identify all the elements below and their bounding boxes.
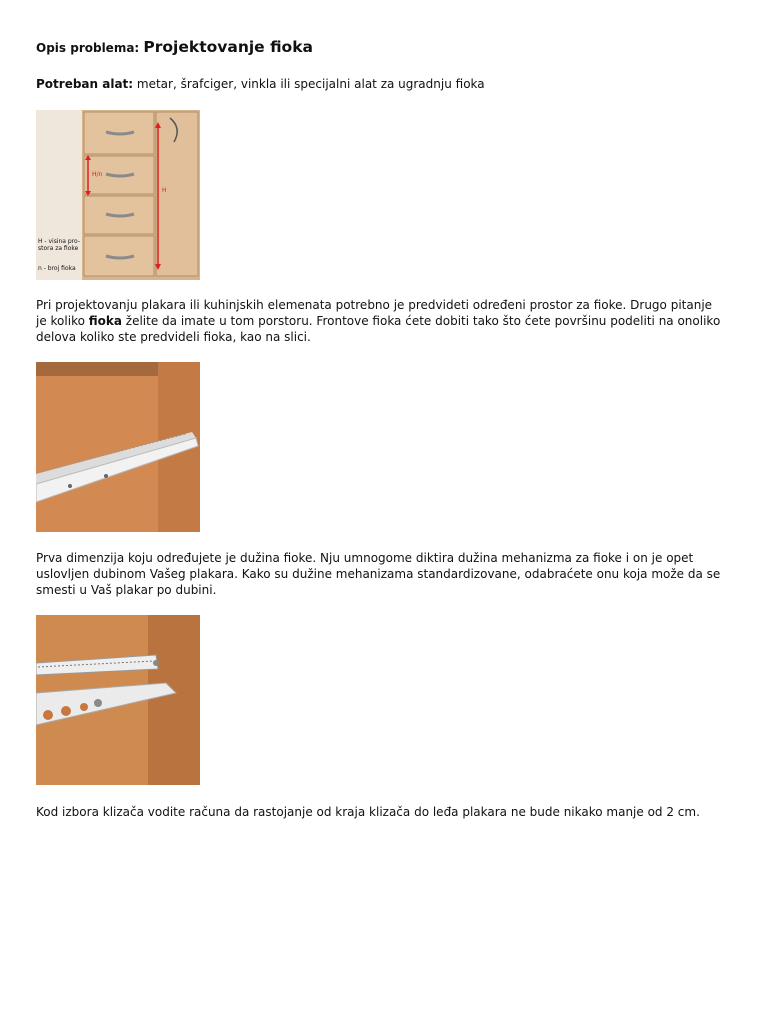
tools-label: Potreban alat:: [36, 77, 134, 91]
paragraph-1-text-a: Pri projektovanju plakara ili kuhinjskih elemenata potrebno je predvideti određeni prostor za fioke. Drugo pitanje je koliko: [36, 298, 713, 328]
paragraph-1: [36, 297, 726, 345]
legend-n: n - broj fioka: [38, 265, 76, 272]
tools-text: metar, šrafciger, vinkla ili specijalni alat za ugradnju fioka: [133, 77, 485, 91]
paragraph-1-bold: fioka: [88, 314, 122, 328]
title-main: Projektovanje fioka: [143, 38, 313, 56]
paragraph-2: Prva dimenzija koju određujete je dužina fioke. Nju umnogome diktira dužina mehanizma za fioke i on je opet uslovljen dubinom Vašeg plakara. Kako su dužine mehanizama standardizovane, odabraćete onu koja može da se smesti u Vaš plakar po dubini.: [36, 551, 721, 597]
drawer-fronts-photo: [36, 110, 200, 280]
drawer-slide-photo: [36, 362, 200, 532]
legend-h: H - visina pro-stora za fioke: [38, 238, 80, 252]
measuring-slide-photo: [36, 615, 200, 785]
h-mark: H: [162, 187, 167, 194]
paragraph-3: Kod izbora klizača vodite računa da rastojanje od kraja klizača do leđa plakara ne bude nikako manje od 2 cm.: [36, 805, 700, 819]
title-label: Opis problema:: [36, 41, 140, 55]
tools-line: [36, 77, 485, 91]
page-title: [36, 38, 313, 56]
paragraph-1-text-b: želite da imate u tom porstoru. Frontove fioka ćete dobiti tako što ćete površinu podeliti na onoliko delova koliko ste predvideli fioka, kao na slici.: [36, 314, 721, 344]
hn-mark: H/n: [92, 171, 103, 178]
